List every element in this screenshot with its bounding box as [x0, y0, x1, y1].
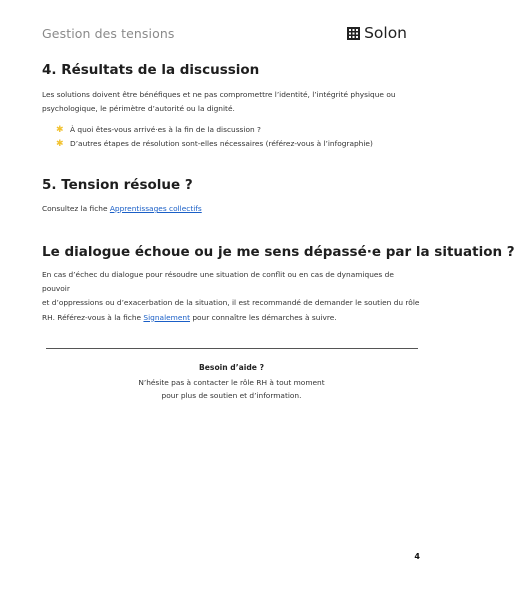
help-line-2: pour plus de soutien et d’information. — [161, 391, 302, 400]
paragraph-line: Les solutions doivent être bénéfiques et ne pas compromettre l’identité, l’intégrité physique ou — [42, 90, 396, 99]
help-line-1: N’hésite pas à contacter le rôle RH à tout moment — [138, 378, 325, 387]
page-header-title: Gestion des tensions — [42, 26, 175, 41]
dialogue-heading: Le dialogue échoue ou je me sens dépassé·e par la situation ? — [42, 244, 515, 260]
logo-text: Solon — [364, 24, 407, 42]
bullet-item: ✱ D’autres étapes de résolution sont-elles nécessaires (référez-vous à l’infographie) — [56, 139, 373, 149]
section-5-text: Consultez la fiche Apprentissages collectifs — [42, 204, 202, 213]
signalement-link[interactable]: Signalement — [143, 312, 190, 322]
section-4-heading: 4. Résultats de la discussion — [42, 62, 260, 78]
apprentissages-collectifs-link[interactable]: Apprentissages collectifs — [109, 204, 202, 213]
section-5-heading: 5. Tension résolue ? — [42, 177, 193, 193]
logo-grid-icon — [347, 27, 360, 40]
solon-logo — [347, 24, 407, 42]
star-bullet-icon: ✱ — [56, 139, 64, 149]
section-4-bullet-list — [56, 123, 373, 151]
paragraph-line: psychologique, le périmètre d’autorité ou la dignité. — [42, 104, 235, 114]
section-4-paragraph — [42, 88, 422, 116]
dialogue-paragraph: En cas d’échec du dialogue pour résoudre une situation de conflit ou en cas de dynamiques de pouvoir et d’oppressions ou d’exacerbation de la situation, il est recommandé de demander le soutien du rôle RH. Référez-vous à la fiche Signalement pour connaître les démarches à suivre. — [42, 270, 420, 322]
star-bullet-icon: ✱ — [56, 125, 64, 135]
section-divider — [46, 348, 418, 349]
bullet-item: ✱ À quoi êtes-vous arrivé·es à la fin de la discussion ? — [56, 125, 261, 135]
help-title: Besoin d’aide ? — [198, 363, 264, 372]
page-number: 4 — [414, 552, 420, 561]
